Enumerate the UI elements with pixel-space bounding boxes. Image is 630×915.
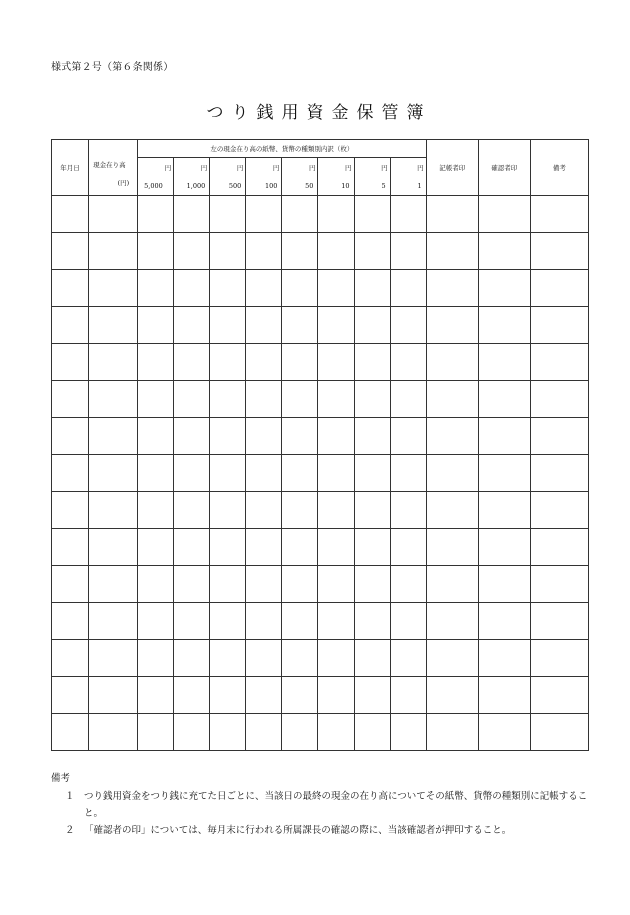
ledger-cell	[246, 381, 282, 418]
yen-unit-label: 円	[282, 158, 318, 177]
ledger-cell	[390, 492, 426, 529]
ledger-cell	[390, 381, 426, 418]
ledger-cell	[52, 196, 89, 233]
note-item	[51, 788, 591, 822]
ledger-cell	[52, 677, 89, 714]
ledger-cell	[318, 270, 354, 307]
ledger-cell	[174, 233, 210, 270]
ledger-cell	[478, 307, 530, 344]
ledger-cell	[354, 566, 390, 603]
ledger-cell	[318, 529, 354, 566]
ledger-cell	[354, 677, 390, 714]
ledger-cell	[174, 307, 210, 344]
ledger-cell	[52, 381, 89, 418]
ledger-cell	[210, 603, 246, 640]
ledger-cell	[390, 455, 426, 492]
notes-section	[51, 770, 591, 839]
ledger-cell	[478, 603, 530, 640]
ledger-cell	[174, 603, 210, 640]
yen-unit-label: 円	[390, 158, 426, 177]
ledger-cell	[390, 603, 426, 640]
ledger-cell	[390, 529, 426, 566]
ledger-cell	[138, 233, 174, 270]
ledger-cell	[138, 196, 174, 233]
ledger-cell	[390, 677, 426, 714]
ledger-row	[52, 492, 589, 529]
ledger-cell	[478, 233, 530, 270]
ledger-cell	[478, 344, 530, 381]
note-text: つり銭用資金をつり銭に充てた日ごとに、当該日の最終の現金の在り高についてその紙幣、貨幣の種類別に記帳すること。	[84, 791, 588, 819]
ledger-cell	[210, 196, 246, 233]
ledger-cell	[354, 492, 390, 529]
ledger-cell	[426, 640, 478, 677]
ledger-cell	[138, 640, 174, 677]
ledger-row	[52, 270, 589, 307]
ledger-cell	[530, 196, 588, 233]
denomination-header: 5	[354, 177, 390, 196]
yen-unit-label: 円	[138, 158, 174, 177]
ledger-cell	[478, 566, 530, 603]
ledger-cell	[246, 233, 282, 270]
ledger-cell	[478, 381, 530, 418]
ledger-cell	[89, 640, 138, 677]
note-number: １	[65, 791, 75, 802]
ledger-cell	[174, 677, 210, 714]
ledger-cell	[426, 677, 478, 714]
ledger-cell	[174, 381, 210, 418]
ledger-cell	[89, 381, 138, 418]
ledger-cell	[210, 640, 246, 677]
ledger-cell	[246, 677, 282, 714]
ledger-cell	[210, 566, 246, 603]
ledger-cell	[282, 566, 318, 603]
ledger-cell	[52, 714, 89, 751]
ledger-cell	[426, 307, 478, 344]
ledger-cell	[89, 714, 138, 751]
denomination-header: 50	[282, 177, 318, 196]
ledger-cell	[478, 418, 530, 455]
ledger-row	[52, 418, 589, 455]
ledger-cell	[390, 640, 426, 677]
ledger-cell	[354, 233, 390, 270]
header-date: 年月日	[52, 140, 89, 196]
ledger-row	[52, 344, 589, 381]
ledger-cell	[52, 270, 89, 307]
ledger-cell	[174, 492, 210, 529]
ledger-cell	[530, 307, 588, 344]
ledger-cell	[390, 566, 426, 603]
ledger-cell	[282, 714, 318, 751]
ledger-cell	[210, 529, 246, 566]
ledger-cell	[210, 455, 246, 492]
ledger-cell	[89, 344, 138, 381]
ledger-cell	[354, 196, 390, 233]
denomination-header: 10	[318, 177, 354, 196]
denomination-header: 500	[210, 177, 246, 196]
ledger-cell	[89, 529, 138, 566]
ledger-cell	[426, 603, 478, 640]
ledger-row	[52, 455, 589, 492]
notes-title: 備考	[51, 773, 71, 784]
ledger-cell	[210, 714, 246, 751]
ledger-cell	[138, 566, 174, 603]
ledger-cell	[390, 714, 426, 751]
ledger-cell	[354, 603, 390, 640]
ledger-cell	[52, 233, 89, 270]
ledger-cell	[282, 640, 318, 677]
ledger-cell	[318, 196, 354, 233]
ledger-cell	[138, 603, 174, 640]
ledger-cell	[354, 307, 390, 344]
ledger-cell	[246, 418, 282, 455]
ledger-cell	[478, 492, 530, 529]
ledger-cell	[246, 492, 282, 529]
ledger-cell	[282, 529, 318, 566]
ledger-cell	[174, 344, 210, 381]
ledger-row	[52, 566, 589, 603]
ledger-cell	[52, 492, 89, 529]
ledger-cell	[138, 492, 174, 529]
ledger-cell	[282, 677, 318, 714]
ledger-cell	[138, 270, 174, 307]
ledger-cell	[530, 270, 588, 307]
ledger-cell	[89, 418, 138, 455]
ledger-cell	[89, 455, 138, 492]
ledger-row	[52, 714, 589, 751]
ledger-cell	[318, 455, 354, 492]
denomination-header: 1	[390, 177, 426, 196]
ledger-cell	[354, 270, 390, 307]
ledger-cell	[138, 418, 174, 455]
ledger-cell	[246, 196, 282, 233]
ledger-cell	[426, 344, 478, 381]
ledger-cell	[246, 270, 282, 307]
ledger-cell	[282, 307, 318, 344]
yen-unit-label: 円	[246, 158, 282, 177]
ledger-cell	[52, 455, 89, 492]
ledger-cell	[174, 196, 210, 233]
ledger-cell	[282, 381, 318, 418]
note-item	[51, 822, 591, 839]
ledger-cell	[478, 640, 530, 677]
ledger-cell	[318, 307, 354, 344]
ledger-cell	[282, 196, 318, 233]
ledger-cell	[246, 344, 282, 381]
ledger-cell	[426, 566, 478, 603]
ledger-cell	[174, 566, 210, 603]
ledger-cell	[246, 455, 282, 492]
ledger-row	[52, 603, 589, 640]
ledger-cell	[52, 640, 89, 677]
ledger-cell	[530, 344, 588, 381]
ledger-cell	[52, 566, 89, 603]
header-remarks: 備考	[530, 140, 588, 196]
ledger-cell	[89, 270, 138, 307]
ledger-cell	[138, 714, 174, 751]
ledger-cell	[354, 381, 390, 418]
ledger-cell	[138, 529, 174, 566]
header-cash-amount-unit: (円)	[117, 179, 130, 187]
ledger-cell	[530, 455, 588, 492]
ledger-cell	[478, 529, 530, 566]
ledger-cell	[354, 344, 390, 381]
ledger-cell	[530, 492, 588, 529]
note-text: 「確認者の印」については、毎月末に行われる所属課長の確認の際に、当該確認者が押印すること。	[84, 825, 512, 836]
denomination-header: 5,000	[138, 177, 174, 196]
ledger-cell	[138, 344, 174, 381]
header-recorder-seal: 記帳者印	[426, 140, 478, 196]
ledger-cell	[530, 603, 588, 640]
form-number: 様式第２号（第６条関係）	[51, 62, 174, 73]
ledger-cell	[246, 529, 282, 566]
page-title: つり銭用資金保管簿	[206, 103, 432, 123]
ledger-cell	[174, 270, 210, 307]
ledger-cell	[354, 640, 390, 677]
ledger-cell	[478, 270, 530, 307]
ledger-cell	[426, 381, 478, 418]
ledger-row	[52, 196, 589, 233]
ledger-cell	[530, 714, 588, 751]
ledger-cell	[138, 455, 174, 492]
ledger-cell	[89, 677, 138, 714]
ledger-cell	[52, 307, 89, 344]
ledger-cell	[89, 603, 138, 640]
ledger-row	[52, 233, 589, 270]
ledger-row	[52, 529, 589, 566]
ledger-cell	[478, 455, 530, 492]
ledger-cell	[282, 455, 318, 492]
ledger-cell	[52, 603, 89, 640]
ledger-cell	[282, 418, 318, 455]
ledger-cell	[318, 640, 354, 677]
ledger-cell	[354, 714, 390, 751]
ledger-cell	[246, 307, 282, 344]
ledger-cell	[246, 603, 282, 640]
ledger-cell	[426, 492, 478, 529]
ledger-cell	[52, 344, 89, 381]
ledger-cell	[246, 714, 282, 751]
ledger-cell	[210, 381, 246, 418]
ledger-cell	[530, 529, 588, 566]
ledger-cell	[246, 640, 282, 677]
note-number: ２	[65, 825, 75, 836]
ledger-cell	[478, 196, 530, 233]
ledger-row	[52, 381, 589, 418]
ledger-cell	[478, 677, 530, 714]
ledger-cell	[530, 418, 588, 455]
ledger-cell	[246, 566, 282, 603]
ledger-cell	[282, 233, 318, 270]
ledger-cell	[426, 270, 478, 307]
ledger-cell	[174, 455, 210, 492]
header-cash-amount	[89, 140, 138, 196]
ledger-cell	[426, 196, 478, 233]
yen-unit-label: 円	[174, 158, 210, 177]
denomination-header: 100	[246, 177, 282, 196]
ledger-cell	[52, 529, 89, 566]
header-breakdown: 左の現金在り高の紙幣、貨幣の種類別内訳（枚）	[138, 140, 427, 158]
ledger-table	[51, 139, 589, 751]
ledger-cell	[282, 492, 318, 529]
ledger-cell	[530, 640, 588, 677]
ledger-cell	[426, 714, 478, 751]
ledger-cell	[174, 529, 210, 566]
ledger-cell	[318, 233, 354, 270]
ledger-cell	[354, 455, 390, 492]
ledger-cell	[282, 270, 318, 307]
ledger-cell	[89, 307, 138, 344]
ledger-cell	[210, 677, 246, 714]
yen-unit-label: 円	[210, 158, 246, 177]
ledger-cell	[318, 381, 354, 418]
ledger-cell	[282, 344, 318, 381]
ledger-cell	[530, 677, 588, 714]
ledger-cell	[210, 233, 246, 270]
denomination-header: 1,000	[174, 177, 210, 196]
ledger-cell	[318, 714, 354, 751]
ledger-cell	[210, 344, 246, 381]
ledger-cell	[318, 492, 354, 529]
ledger-cell	[426, 418, 478, 455]
ledger-cell	[52, 418, 89, 455]
ledger-cell	[174, 714, 210, 751]
ledger-cell	[89, 233, 138, 270]
ledger-cell	[210, 270, 246, 307]
ledger-cell	[530, 381, 588, 418]
ledger-row	[52, 640, 589, 677]
ledger-row	[52, 307, 589, 344]
ledger-cell	[426, 529, 478, 566]
ledger-cell	[426, 233, 478, 270]
ledger-cell	[318, 344, 354, 381]
header-confirmer-seal: 確認者印	[478, 140, 530, 196]
ledger-cell	[390, 196, 426, 233]
ledger-cell	[390, 344, 426, 381]
ledger-cell	[318, 566, 354, 603]
ledger-cell	[210, 307, 246, 344]
ledger-cell	[282, 603, 318, 640]
ledger-cell	[478, 714, 530, 751]
ledger-cell	[390, 418, 426, 455]
ledger-cell	[390, 233, 426, 270]
ledger-cell	[174, 418, 210, 455]
ledger-cell	[210, 492, 246, 529]
ledger-cell	[210, 418, 246, 455]
yen-unit-label: 円	[354, 158, 390, 177]
ledger-cell	[138, 381, 174, 418]
ledger-cell	[354, 418, 390, 455]
ledger-cell	[354, 529, 390, 566]
ledger-cell	[89, 196, 138, 233]
ledger-cell	[89, 566, 138, 603]
ledger-cell	[318, 418, 354, 455]
ledger-cell	[530, 233, 588, 270]
ledger-cell	[318, 677, 354, 714]
ledger-row	[52, 677, 589, 714]
ledger-cell	[138, 307, 174, 344]
ledger-cell	[174, 640, 210, 677]
ledger-cell	[318, 603, 354, 640]
ledger-cell	[530, 566, 588, 603]
yen-unit-label: 円	[318, 158, 354, 177]
ledger-cell	[390, 270, 426, 307]
header-cash-amount-label: 現金在り高	[93, 161, 126, 169]
ledger-cell	[426, 455, 478, 492]
ledger-cell	[89, 492, 138, 529]
ledger-cell	[390, 307, 426, 344]
ledger-cell	[138, 677, 174, 714]
